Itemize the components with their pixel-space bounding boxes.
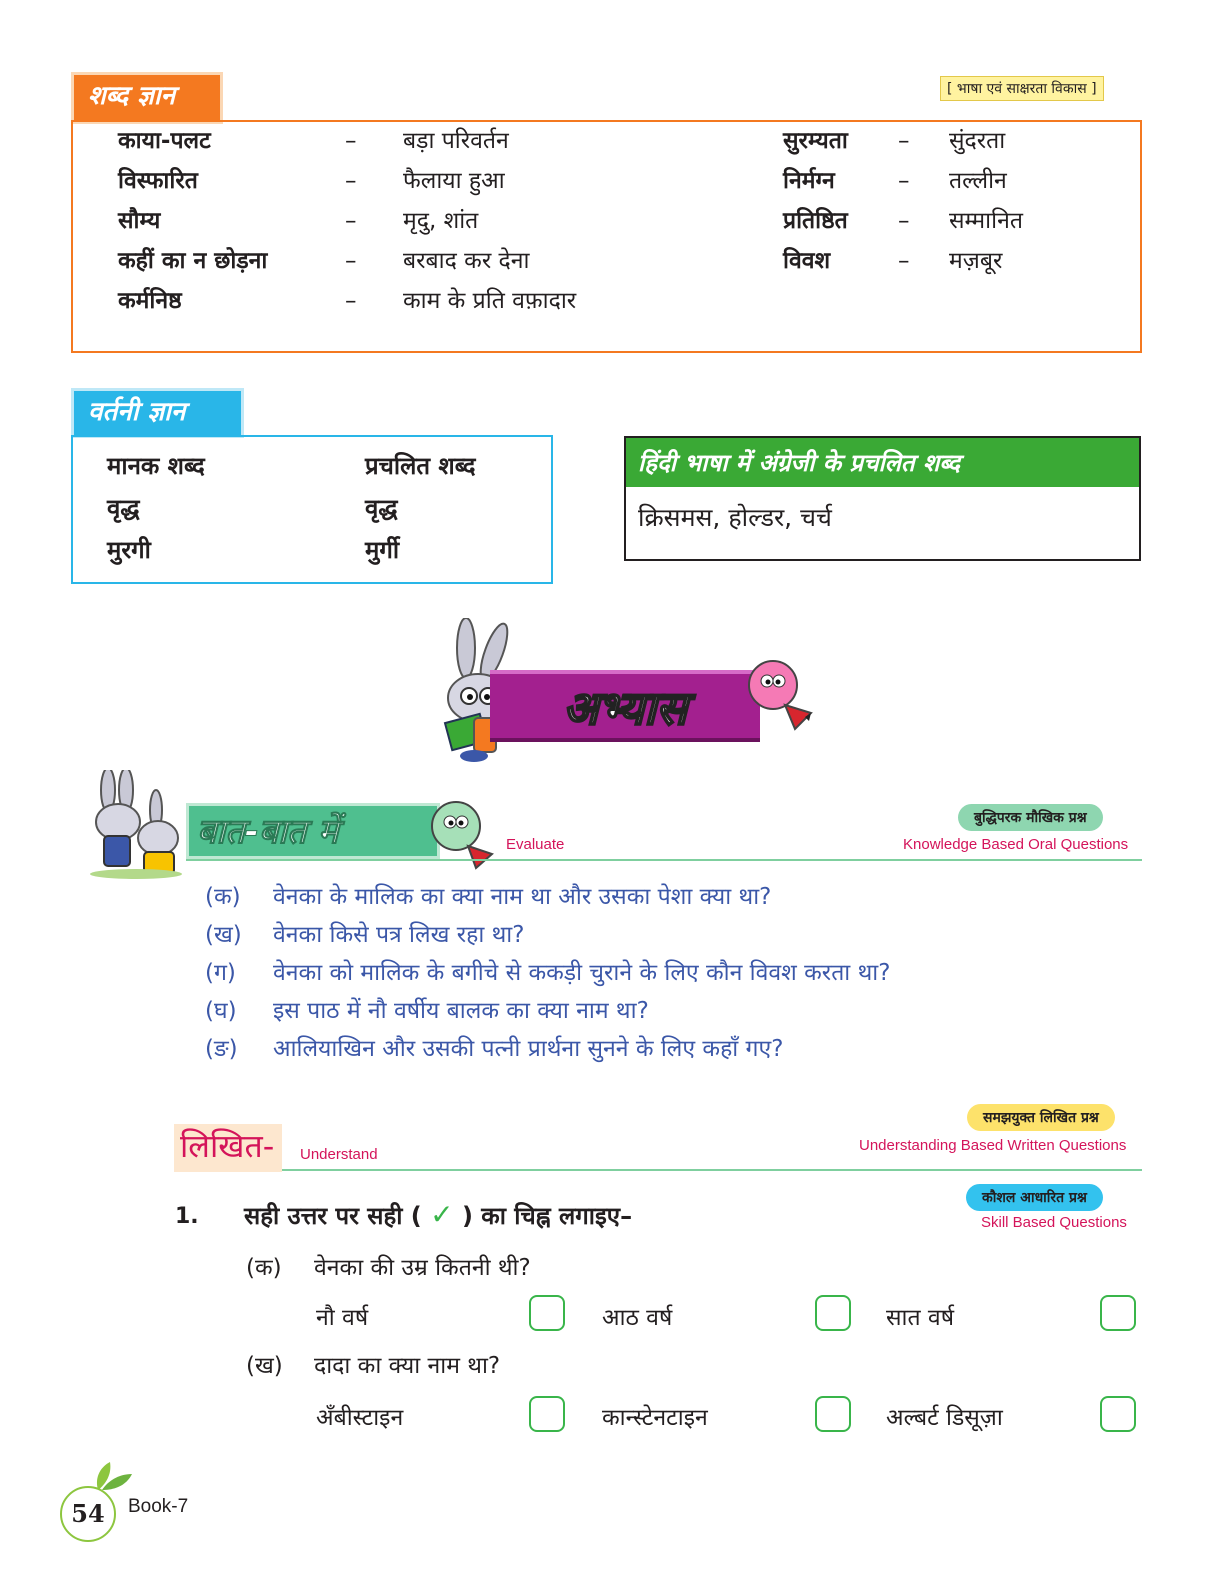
vocab-meaning: मृदु, शांत [403,208,479,234]
written-questions-pill: समझयुक्त लिखित प्रश्न [967,1104,1115,1131]
vocab-term: कहीं का न छोड़ना [118,248,268,274]
vocab-meaning: फैलाया हुआ [403,168,505,194]
answer-checkbox[interactable] [529,1396,565,1432]
evaluate-label: Evaluate [506,836,565,853]
pencil-mascot-icon [745,655,815,735]
question-label: (क) [205,884,241,910]
baat-baat-mein-title: बात-बात में [197,812,339,852]
vocab-row [783,246,830,276]
question-label: (ङ) [205,1036,238,1062]
vocab-term: सुरम्यता [783,128,848,154]
shabd-gyan-box [71,120,1142,353]
answer-checkbox[interactable] [815,1295,851,1331]
mcq-label: (क) [246,1255,282,1281]
vocab-term: सौम्य [118,208,161,234]
vocab-row [783,166,835,196]
answer-checkbox[interactable] [529,1295,565,1331]
shabd-gyan-title: शब्द ज्ञान [88,81,176,111]
instruction-text: ) का चिह्न लगाइए– [461,1202,633,1230]
question-text: वेनका को मालिक के बगीचे से ककड़ी चुराने के लिए कौन विवश करता था? [273,960,891,986]
oral-question [205,996,649,1026]
vocab-row [783,206,848,236]
baat-baat-mein-banner [186,803,440,859]
vartani-tab [71,388,244,438]
question-text: वेनका के मालिक का क्या नाम था और उसका पेशा क्या था? [273,884,772,910]
vocab-row [783,126,848,156]
vocab-dash: – [898,128,910,154]
vocab-dash: – [345,128,357,154]
vocab-term: विवश [783,248,831,274]
written-questions-english: Understanding Based Written Questions [859,1137,1127,1154]
page-number: 54 [60,1486,116,1542]
skill-questions-pill: कौशल आधारित प्रश्न [966,1184,1103,1211]
mcq-label: (ख) [246,1353,283,1379]
vocab-row [118,166,198,196]
mcq-option: अँबीस्टाइन [316,1405,404,1431]
oral-question [205,920,524,950]
question-instruction [244,1198,632,1232]
oral-questions-pill: बुद्धिपरक मौखिक प्रश्न [958,804,1103,831]
vocab-term: प्रतिष्ठित [783,208,848,234]
vocab-meaning: सम्मानित [949,208,1023,234]
vocab-row [118,246,267,276]
vocab-dash: – [345,248,357,274]
vocab-dash: – [898,208,910,234]
standard-word-header: मानक शब्द [107,452,205,480]
common-word: मुर्गी [365,536,400,564]
answer-checkbox[interactable] [1100,1295,1136,1331]
common-word-header: प्रचलित शब्द [365,452,476,480]
question-label: (ग) [205,960,236,986]
vocab-term: निर्मग्न [783,168,835,194]
question-text: इस पाठ में नौ वर्षीय बालक का क्या नाम था? [273,998,649,1024]
vocab-meaning: मज़बूर [949,248,1003,274]
vocab-dash: – [345,208,357,234]
question-text: वेनका किसे पत्र लिख रहा था? [273,922,525,948]
english-words-list: क्रिसमस, होल्डर, चर्च [638,503,832,532]
vocab-meaning: बरबाद कर देना [403,248,530,274]
standard-word: मुरगी [107,536,151,564]
vocab-dash: – [345,288,357,314]
mcq-option: आठ वर्ष [602,1305,673,1331]
vocab-term: विस्फारित [118,168,198,194]
vartani-box [71,435,553,584]
language-literacy-tag: [ भाषा एवं साक्षरता विकास ] [940,76,1104,101]
question-label: (ख) [205,922,242,948]
mcq-option: अल्बर्ट डिसूज़ा [886,1405,1003,1431]
vocab-meaning: काम के प्रति वफ़ादार [403,288,577,314]
vocab-meaning: तल्लीन [949,168,1007,194]
answer-checkbox[interactable] [815,1396,851,1432]
question-text: आलियाखिन और उसकी पत्नी प्रार्थना सुनने के लिए कहाँ गए? [273,1036,784,1062]
section-divider [282,1169,1142,1171]
question-label: (घ) [205,998,237,1024]
english-words-title: हिंदी भाषा में अंग्रेजी के प्रचलित शब्द [626,438,1139,487]
vocab-meaning: बड़ा परिवर्तन [403,128,509,154]
mcq-option: सात वर्ष [886,1305,955,1331]
vocab-term: काया-पलट [118,128,211,154]
vocab-meaning: सुंदरता [949,128,1006,154]
mcq-question: दादा का क्या नाम था? [314,1353,501,1379]
book-label: Book-7 [128,1496,189,1517]
likhit-title: लिखित- [180,1127,275,1165]
vocab-dash: – [345,168,357,194]
vocab-row [118,286,182,316]
vocab-row [118,206,160,236]
oral-questions-english: Knowledge Based Oral Questions [903,836,1129,853]
skill-questions-english: Skill Based Questions [981,1214,1127,1231]
vartani-title: वर्तनी ज्ञान [88,397,186,427]
oral-question [205,958,890,988]
two-rabbits-illustration [76,770,188,882]
abhyas-title: अभ्यास [563,681,687,735]
vocab-term: कर्मनिष्ठ [118,288,182,314]
oral-question [205,882,771,912]
section-divider [186,859,1142,861]
question-number: 1. [175,1204,199,1229]
vocab-dash: – [898,168,910,194]
standard-word: वृद्ध [107,494,140,522]
mcq-question: वेनका की उम्र कितनी थी? [314,1255,531,1281]
instruction-text: सही उत्तर पर सही ( [244,1202,422,1230]
answer-checkbox[interactable] [1100,1396,1136,1432]
understand-label: Understand [300,1146,378,1163]
abhyas-banner [490,670,760,742]
vocab-row [118,126,211,156]
tick-mark-icon: ✓ [430,1198,454,1231]
vocab-dash: – [898,248,910,274]
shabd-gyan-tab [71,72,223,124]
english-words-box [624,436,1141,561]
mcq-option: कान्स्टेनटाइन [602,1405,708,1431]
mcq-option: नौ वर्ष [316,1305,369,1331]
oral-question [205,1034,783,1064]
common-word: वृद्ध [365,494,398,522]
